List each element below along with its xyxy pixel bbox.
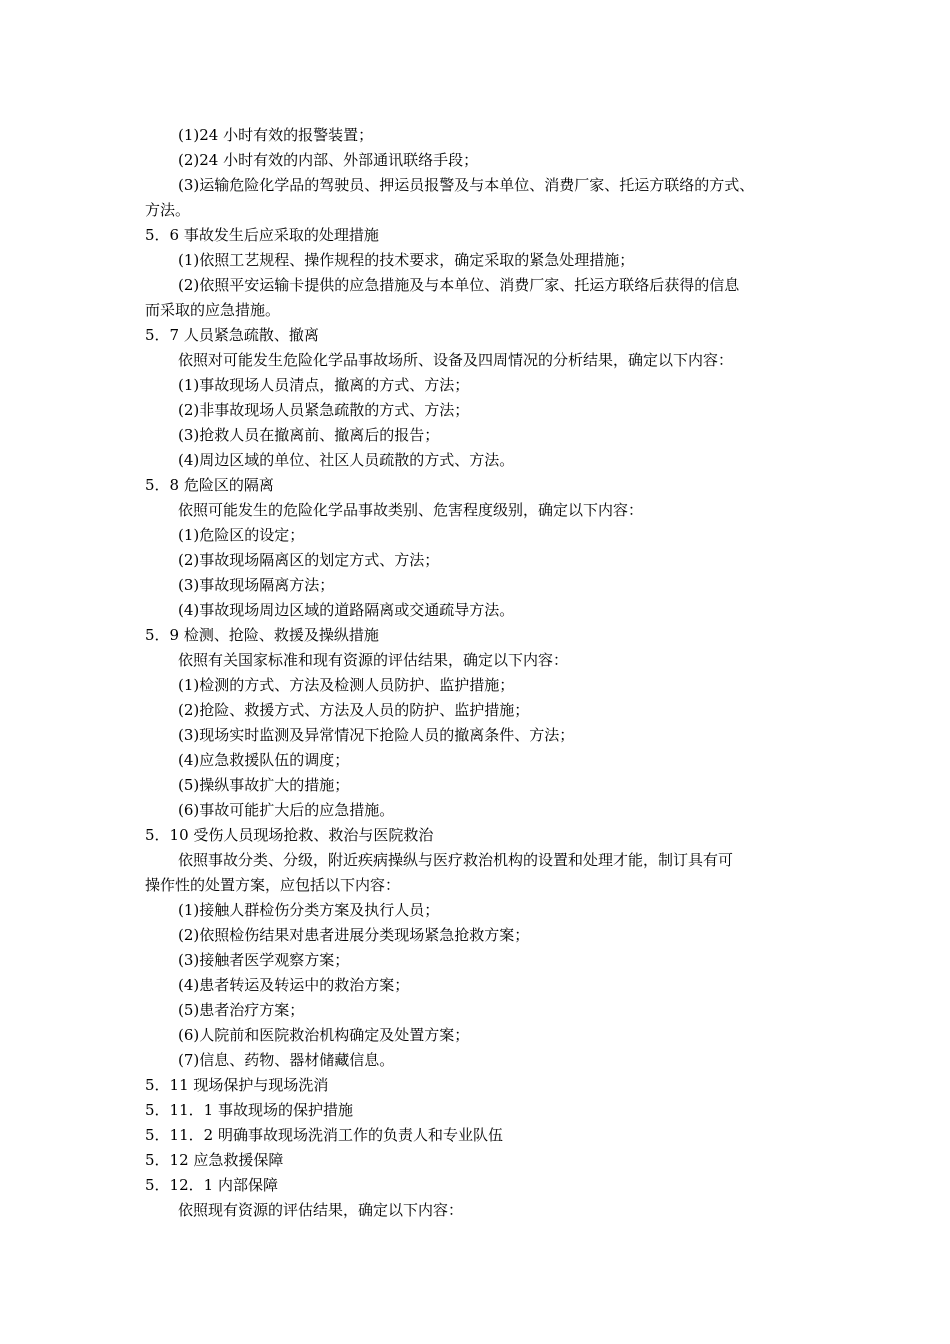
text-line: 5．11．2 明确事故现场洗消工作的负责人和专业队伍 bbox=[145, 1126, 503, 1144]
text-line: (2)依照平安运输卡提供的应急措施及与本单位、消费厂家、托运方联络后获得的信息 bbox=[178, 276, 740, 294]
text-line: (1)依照工艺规程、操作规程的技术要求，确定采取的紧急处理措施； bbox=[178, 251, 635, 269]
text-line: 依照可能发生的危险化学品事故类别、危害程度级别，确定以下内容： bbox=[178, 501, 644, 519]
text-line: (7)信息、药物、器材储藏信息。 bbox=[178, 1051, 395, 1069]
text-line: (1)接触人群检伤分类方案及执行人员； bbox=[178, 901, 440, 919]
text-line: (3)事故现场隔离方法； bbox=[178, 576, 335, 594]
text-line: (1)危险区的设定； bbox=[178, 526, 305, 544]
text-line: (6)人院前和医院救治机构确定及处置方案； bbox=[178, 1026, 470, 1044]
text-line: (2)事故现场隔离区的划定方式、方法； bbox=[178, 551, 440, 569]
text-line: 5．11．1 事故现场的保护措施 bbox=[145, 1101, 353, 1119]
text-line: (1)24 小时有效的报警装置； bbox=[178, 126, 374, 144]
text-line: 依照事故分类、分级，附近疾病操纵与医疗救治机构的设置和处理才能，制订具有可 bbox=[178, 851, 734, 869]
text-line: (2)抢险、救援方式、方法及人员的防护、监护措施； bbox=[178, 701, 530, 719]
text-line: 依照现有资源的评估结果，确定以下内容： bbox=[178, 1201, 464, 1219]
text-line: (1)检测的方式、方法及检测人员防护、监护措施； bbox=[178, 676, 515, 694]
text-line: (3)抢救人员在撤离前、撤离后的报告； bbox=[178, 426, 440, 444]
text-line: 依照对可能发生危险化学品事故场所、设备及四周情况的分析结果，确定以下内容： bbox=[178, 351, 734, 369]
text-line: 方法。 bbox=[145, 201, 191, 219]
text-line: (4)患者转运及转运中的救治方案； bbox=[178, 976, 410, 994]
text-line: (3)运输危险化学品的驾驶员、押运员报警及与本单位、消费厂家、托运方联络的方式、 bbox=[178, 176, 755, 194]
text-line: (6)事故可能扩大后的应急措施。 bbox=[178, 801, 395, 819]
text-line: (4)周边区域的单位、社区人员疏散的方式、方法。 bbox=[178, 451, 515, 469]
text-line: 5．8 危险区的隔离 bbox=[145, 476, 274, 494]
text-line: 5．7 人员紧急疏散、撤离 bbox=[145, 326, 319, 344]
text-line: 而采取的应急措施。 bbox=[145, 301, 281, 319]
text-line: 5．12．1 内部保障 bbox=[145, 1176, 278, 1194]
text-line: 5．11 现场保护与现场洗消 bbox=[145, 1076, 329, 1094]
text-line: (4)应急救援队伍的调度； bbox=[178, 751, 350, 769]
text-line: (3)现场实时监测及异常情况下抢险人员的撤离条件、方法； bbox=[178, 726, 575, 744]
text-line: 依照有关国家标准和现有资源的评估结果，确定以下内容： bbox=[178, 651, 569, 669]
text-line: 操作性的处置方案，应包括以下内容： bbox=[145, 876, 401, 894]
text-line: (2)非事故现场人员紧急疏散的方式、方法； bbox=[178, 401, 470, 419]
text-line: 5．9 检测、抢险、救援及操纵措施 bbox=[145, 626, 379, 644]
text-line: (2)依照检伤结果对患者进展分类现场紧急抢救方案； bbox=[178, 926, 530, 944]
text-line: (3)接触者医学观察方案； bbox=[178, 951, 350, 969]
text-line: (1)事故现场人员清点，撤离的方式、方法； bbox=[178, 376, 470, 394]
text-line: (5)操纵事故扩大的措施； bbox=[178, 776, 350, 794]
text-line: 5．10 受伤人员现场抢救、救治与医院救治 bbox=[145, 826, 434, 844]
text-line: 5．12 应急救援保障 bbox=[145, 1151, 284, 1169]
text-line: (2)24 小时有效的内部、外部通讯联络手段； bbox=[178, 151, 479, 169]
text-line: (5)患者治疗方案； bbox=[178, 1001, 305, 1019]
text-line: 5．6 事故发生后应采取的处理措施 bbox=[145, 226, 379, 244]
text-line: (4)事故现场周边区域的道路隔离或交通疏导方法。 bbox=[178, 601, 515, 619]
